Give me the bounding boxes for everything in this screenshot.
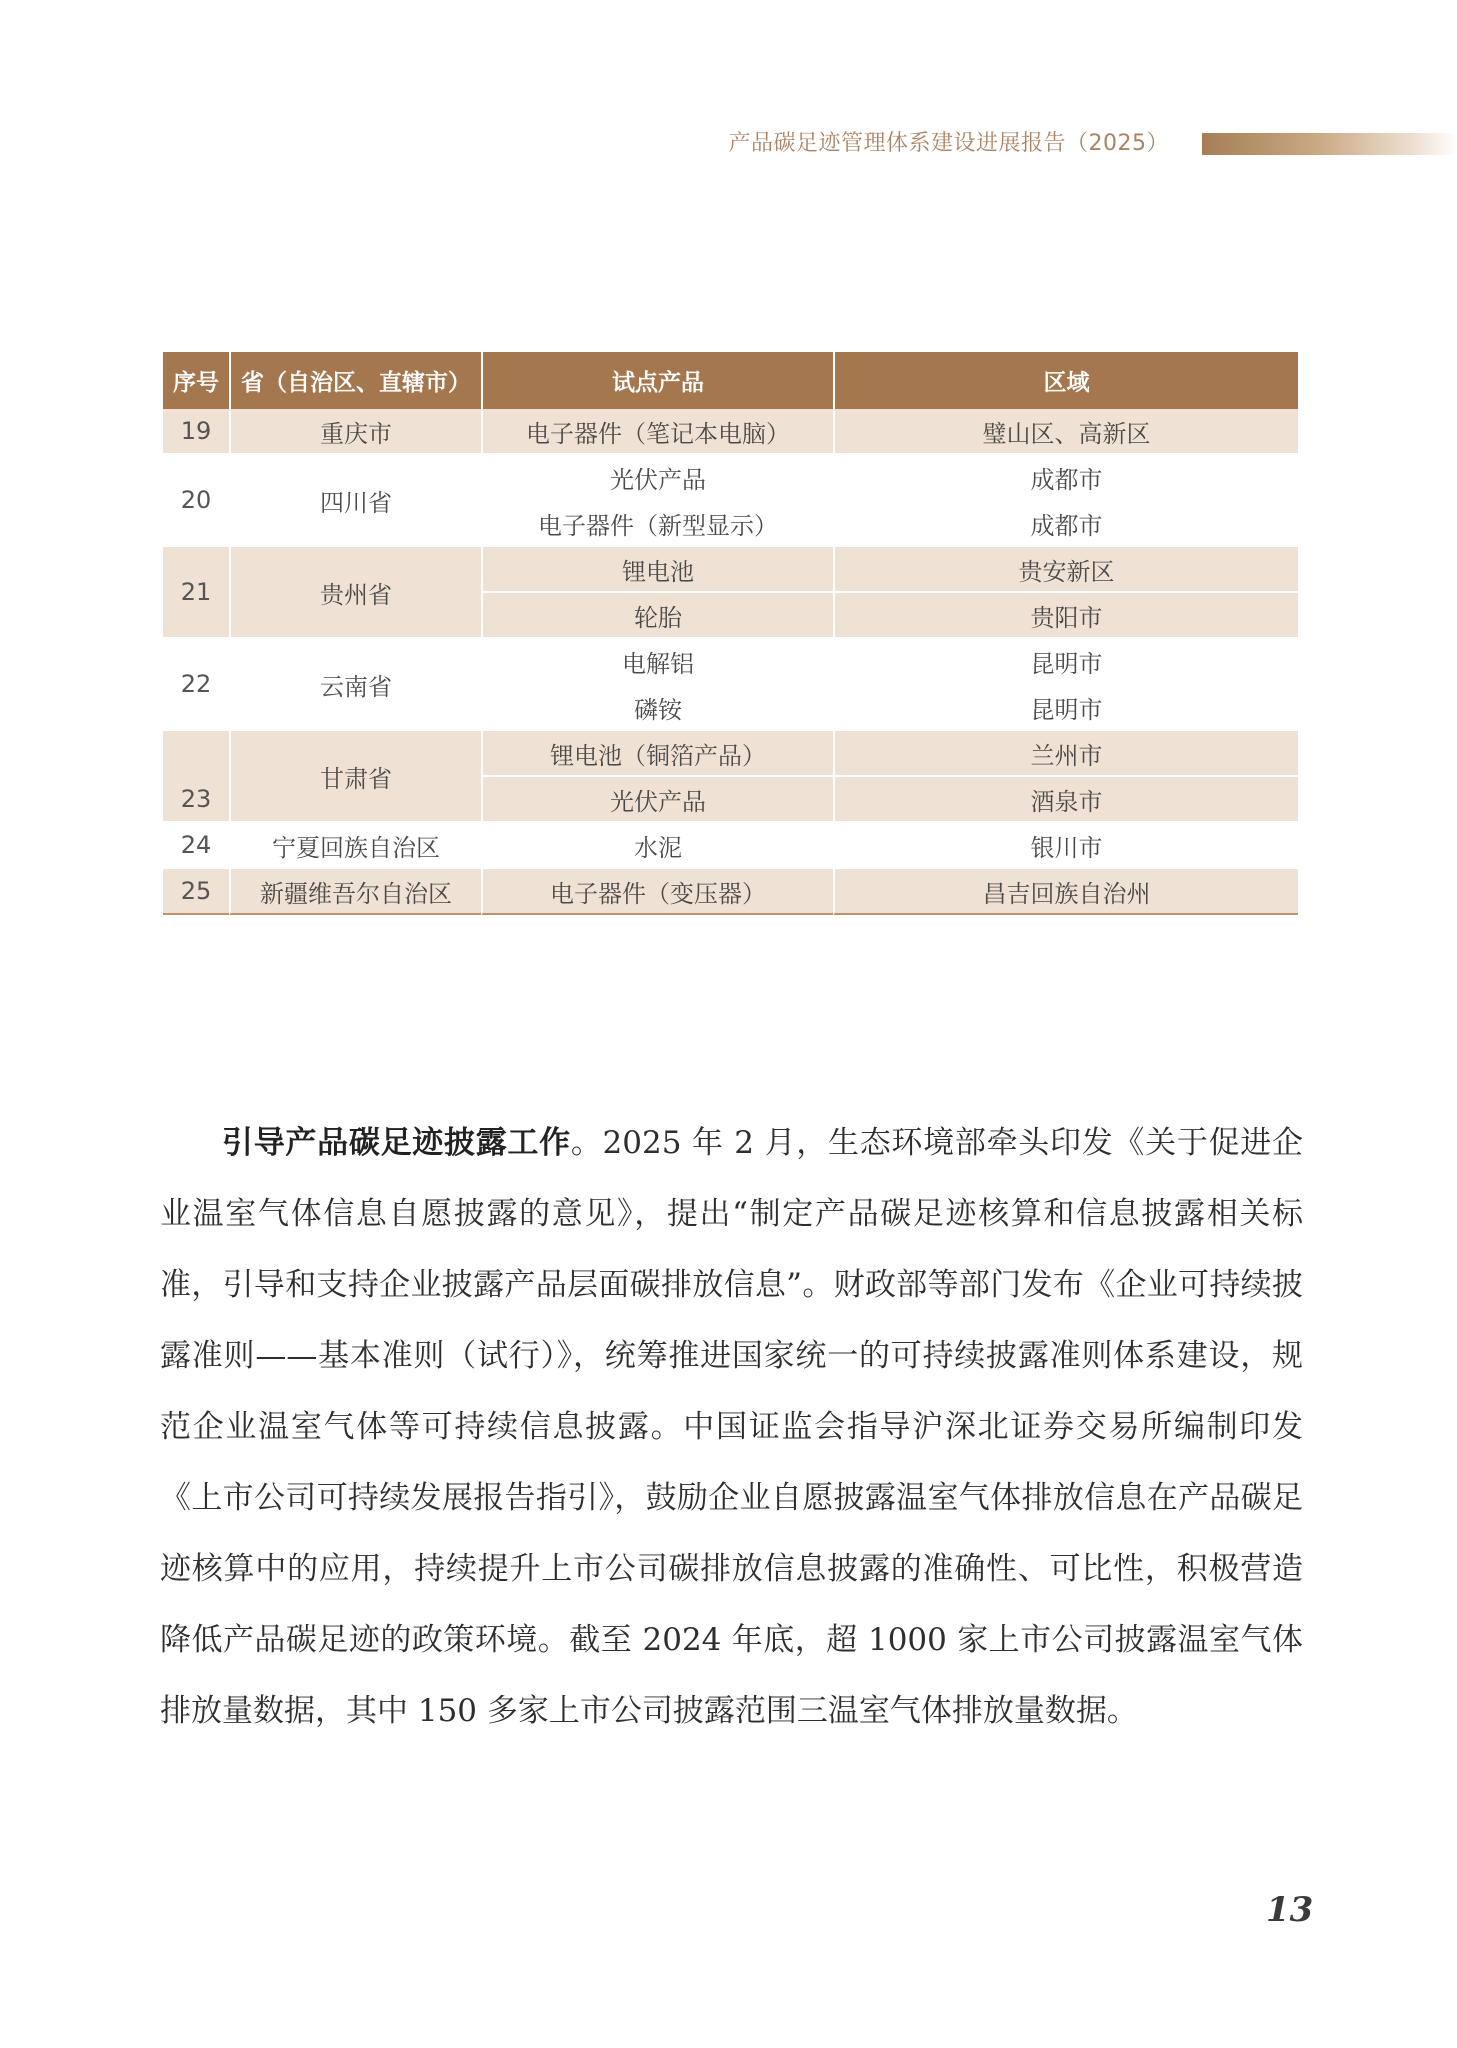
- column-header-no: 序号: [163, 352, 229, 409]
- province-cell: 新疆维吾尔自治区: [229, 869, 481, 915]
- table-row: [163, 409, 1298, 455]
- province-cell: 重庆市: [229, 409, 481, 455]
- table-row: [163, 823, 1298, 869]
- page-number: 13: [1266, 1890, 1314, 1930]
- region-cell: 成都市: [833, 501, 1298, 547]
- product-cell: 光伏产品: [481, 777, 833, 823]
- product-cell: 磷铵: [481, 685, 833, 731]
- product-cell: 电子器件（笔记本电脑）: [481, 409, 833, 455]
- region-cell: 银川市: [833, 823, 1298, 869]
- row-number: 20: [163, 455, 229, 547]
- region-cell: 昆明市: [833, 639, 1298, 685]
- region-cell: 贵阳市: [833, 593, 1298, 639]
- table-header-row: [163, 352, 1298, 409]
- running-header: [0, 124, 1457, 164]
- table-row: [163, 731, 1298, 777]
- column-header-product: 试点产品: [481, 352, 833, 409]
- table-row: [163, 639, 1298, 685]
- region-cell: 兰州市: [833, 731, 1298, 777]
- paragraph-lead: 引导产品碳足迹披露工作: [222, 1125, 571, 1161]
- province-cell: 云南省: [229, 639, 481, 731]
- product-cell: 电解铝: [481, 639, 833, 685]
- row-number: 23: [163, 731, 229, 823]
- product-cell: 电子器件（变压器）: [481, 869, 833, 915]
- region-cell: 昌吉回族自治州: [833, 869, 1298, 915]
- table-row: [163, 455, 1298, 501]
- paragraph-text: 。2025 年 2 月，生态环境部牵头印发《关于促进企业温室气体信息自愿披露的意见》，提出“制定产品碳足迹核算和信息披露相关标准，引导和支持企业披露产品层面碳排放信息”。财政部等部门发布《企业可持续披露准则——基本准则（试行）》，统筹推进国家统一的可持续披露准则体系建设，规范企业温室气体等可持续信息披露。中国证监会指导沪深北证券交易所编制印发《上市公司可持续发展报告指引》，鼓励企业自愿披露温室气体排放信息在产品碳足迹核算中的应用，持续提升上市公司碳排放信息披露的准确性、可比性，积极营造降低产品碳足迹的政策环境。截至 2024 年底，超 1000 家上市公司披露温室气体排放量数据，其中 150 多家上市公司披露范围三温室气体排放量数据。: [160, 1125, 1303, 1729]
- product-cell: 锂电池: [481, 547, 833, 593]
- row-number: 22: [163, 639, 229, 731]
- product-cell: 锂电池（铜箔产品）: [481, 731, 833, 777]
- product-cell: 轮胎: [481, 593, 833, 639]
- province-cell: 宁夏回族自治区: [229, 823, 481, 869]
- product-cell: 水泥: [481, 823, 833, 869]
- region-cell: 璧山区、高新区: [833, 409, 1298, 455]
- product-cell: 光伏产品: [481, 455, 833, 501]
- column-header-region: 区域: [833, 352, 1298, 409]
- table-row: [163, 869, 1298, 915]
- row-number: 24: [163, 823, 229, 869]
- body-paragraph: [160, 1108, 1303, 1747]
- region-cell: 昆明市: [833, 685, 1298, 731]
- row-number: 25: [163, 869, 229, 915]
- column-header-province: 省（自治区、直辖市）: [229, 352, 481, 409]
- header-title: 产品碳足迹管理体系建设进展报告（2025）: [728, 131, 1169, 156]
- row-number: 21: [163, 547, 229, 639]
- pilot-products-table: [163, 352, 1298, 915]
- region-cell: 贵安新区: [833, 547, 1298, 593]
- header-decorative-bar: [1202, 133, 1457, 155]
- product-cell: 电子器件（新型显示）: [481, 501, 833, 547]
- row-number: 19: [163, 409, 229, 455]
- province-cell: 贵州省: [229, 547, 481, 639]
- table-row: [163, 547, 1298, 593]
- province-cell: 甘肃省: [229, 731, 481, 823]
- province-cell: 四川省: [229, 455, 481, 547]
- region-cell: 酒泉市: [833, 777, 1298, 823]
- region-cell: 成都市: [833, 455, 1298, 501]
